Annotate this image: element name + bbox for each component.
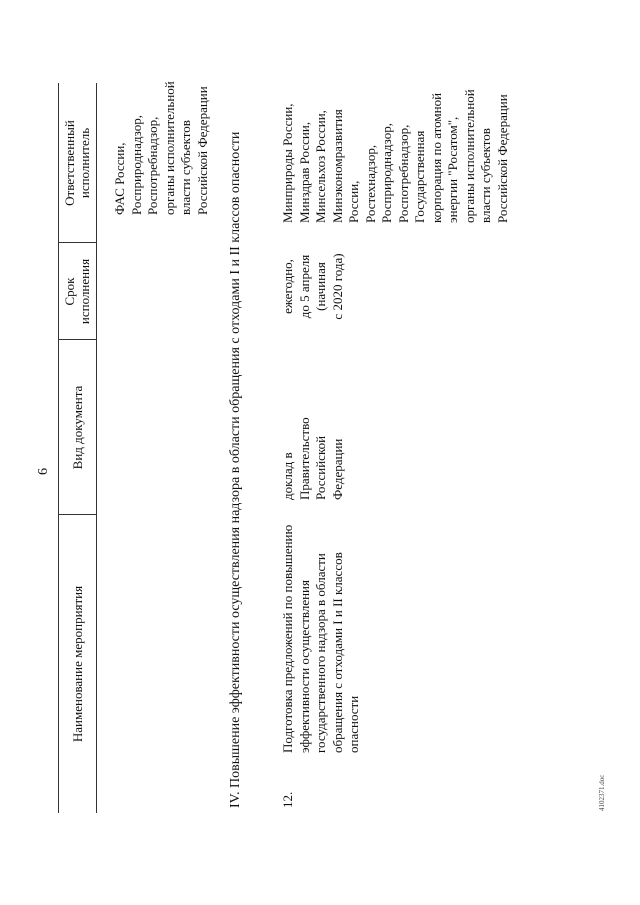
row12-responsible: Минприроды России, Минздрав России, Минсельхоз России, Минэкономразвития России, Ростехнадзор, Росприроднадзор, Роспотребнадзор, Государственная корпорация по атомной энергии "Росатом", органы исполнительной власти субъектов Российской Федерации (280, 89, 510, 223)
header-bottom-border (96, 83, 97, 813)
header-name: Наименование мероприятия (70, 585, 85, 743)
footer-doc-code: 4102371.doc (598, 774, 606, 811)
row12-name: Подготовка предложений по повышению эффективности осуществления государственного надзора в области обращения с отходами I и II классов опасности (280, 524, 361, 753)
continued-responsible-list: ФАС России, Росприроднадзор, Роспотребнадзор, органы исполнительной власти субъектов Российской Федерации (112, 81, 210, 215)
table-top-border (58, 83, 59, 813)
header-responsible: Ответственный исполнитель (62, 120, 92, 206)
section-title: IV. Повышение эффективности осуществления надзора в области обращения с отходами I и II классов опасности (228, 131, 243, 808)
header-term: Срок исполнения (62, 258, 92, 325)
row12-term: ежегодно, до 5 апреля (начиная с 2020 года) (280, 253, 345, 320)
row-number: 12. (280, 791, 295, 808)
row12-doc-type: доклад в Правительство Российской Федерации (280, 417, 345, 500)
page-number: 6 (36, 468, 51, 475)
header-doc-type: Вид документа (70, 385, 85, 470)
